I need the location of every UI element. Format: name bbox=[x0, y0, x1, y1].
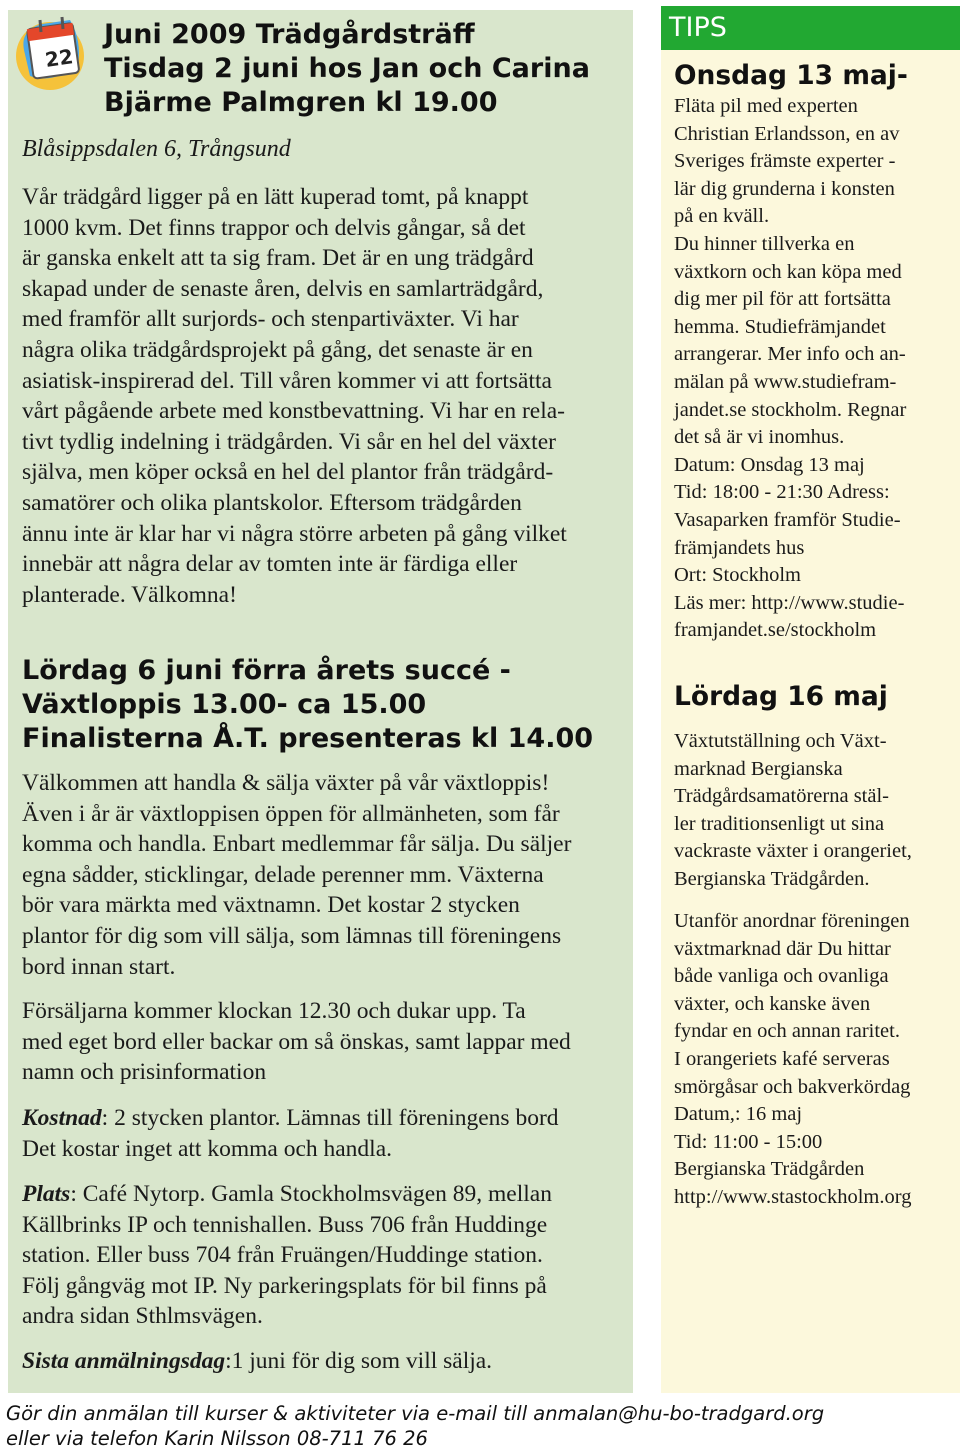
event2-title-line: Växtloppis 13.00- ca 15.00 bbox=[22, 688, 593, 722]
event2-title-line: Lördag 6 juni förra årets succé - bbox=[22, 654, 593, 688]
tips-header: TIPS bbox=[661, 6, 960, 50]
deadline-label: Sista anmälningsdag bbox=[22, 1348, 225, 1374]
place-label: Plats bbox=[22, 1181, 70, 1207]
event1-address: Blåsippsdalen 6, Trångsund bbox=[22, 136, 291, 163]
event2-place bbox=[22, 1179, 627, 1332]
cost-text: : 2 stycken plantor. Lämnas till föreningens bord Det kostar inget att komma och handla. bbox=[22, 1105, 559, 1162]
footer-line: Gör din anmälan till kurser & aktiviteter via e-mail till anmalan@hu-bo-tradgard.org bbox=[6, 1402, 824, 1427]
tip1-text: Fläta pil med experten Christian Erlandsson, en av Sveriges främste experter - lär dig grunderna i konsten på en kväll. Du hinner tillverka en växtkorn och kan köpa med dig mer pil för att fortsätta hemma. Studiefrämjandet arrangerar. Mer info och an- mälan på www.studiefram- jandet.se stockholm. Regnar det så är vi inomhus. Datum: Onsdag 13 maj Tid: 18:00 - 21:30 Adress: Vasaparken framför Studie- främjandets hus Ort: Stockholm Läs mer: http://www.studie- framjandet.se/stockholm bbox=[674, 93, 956, 645]
event1-body: Vår trädgård ligger på en lätt kuperad tomt, på knappt 1000 kvm. Det finns trappor och delvis gångar, så det är ganska enkelt att ta sig fram. Det är en ung trädgård skapad under de senaste åren, delvis en samlarträdgård, med framför allt surjords- och stenpartiväxter. Vi har några olika trädgårdsprojekt på gång, det senaste är en asiatisk-inspirerad del. Till våren kommer vi att fortsätta vårt pågående arbete med konstbevattning. Vi har en rela- tivt tydlig indelning i trädgården. Vi sår en hel del växter själva, men köper också en hel del plantor från trädgård- samatörer och olika plantskolor. Eftersom trädgården ännu inte är klar har vi några större arbeten på gång vilket innebär att några delar av tomten inte är färdiga eller planterade. Välkomna! bbox=[22, 182, 627, 610]
deadline-text: :1 juni för dig som vill sälja. bbox=[225, 1348, 492, 1374]
cost-label: Kostnad bbox=[22, 1105, 102, 1131]
event2-deadline bbox=[22, 1346, 627, 1377]
calendar-icon bbox=[12, 10, 88, 92]
place-text: : Café Nytorp. Gamla Stockholmsvägen 89, mellan Källbrinks IP och tennishallen. Buss 706 från Huddinge station. Eller buss 704 från Fruängen/Huddinge station. Följ gångväg mot IP. Ny parkeringsplats för bil finns på andra sidan Sthlmsvägen. bbox=[22, 1181, 552, 1329]
svg-text:22: 22 bbox=[44, 44, 75, 72]
tip2-title: Lördag 16 maj bbox=[674, 681, 888, 712]
tip2-text: Växtutställning och Växt- marknad Bergianska Trädgårdsamatörerna stäl- ler traditionsenligt ut sina vackraste växter i orangeriet, Bergianska Trädgården. bbox=[674, 728, 956, 894]
event1-title-line: Tisdag 2 juni hos Jan och Carina bbox=[104, 52, 590, 86]
footer bbox=[6, 1402, 824, 1451]
event1-title-line: Juni 2009 Trädgårdsträff bbox=[104, 18, 590, 52]
event2-title-line: Finalisterna Å.T. presenteras kl 14.00 bbox=[22, 722, 593, 756]
event2-sellers: Försäljarna kommer klockan 12.30 och dukar upp. Ta med eget bord eller backar om så önskas, samt lappar med namn och prisinformation bbox=[22, 996, 627, 1088]
event2-cost bbox=[22, 1103, 627, 1164]
tip1-title: Onsdag 13 maj- bbox=[674, 60, 908, 91]
event2-title bbox=[22, 654, 593, 756]
event1-title bbox=[104, 18, 590, 120]
footer-line: eller via telefon Karin Nilsson 08-711 76 26 bbox=[6, 1427, 824, 1451]
event1-title-line: Bjärme Palmgren kl 19.00 bbox=[104, 86, 590, 120]
tip2-market: Utanför anordnar föreningen växtmarknad där Du hittar både vanliga och ovanliga växter, och kanske även fyndar en och annan raritet. I orangeriets kafé serveras smörgåsar och bakverkördag Datum,: 16 maj Tid: 11:00 - 15:00 Bergianska Trädgården http://www.stastockholm.org bbox=[674, 908, 956, 1212]
event2-intro: Välkommen att handla & sälja växter på vår växtloppis! Även i år är växtloppisen öppen för allmänheten, som får komma och handla. Enbart medlemmar får sälja. Du säljer egna sådder, sticklingar, delade perenner mm. Växterna bör vara märkta med växtnamn. Det kostar 2 stycken plantor för dig som vill sälja, som lämnas till föreningens bord innan start. bbox=[22, 768, 627, 982]
